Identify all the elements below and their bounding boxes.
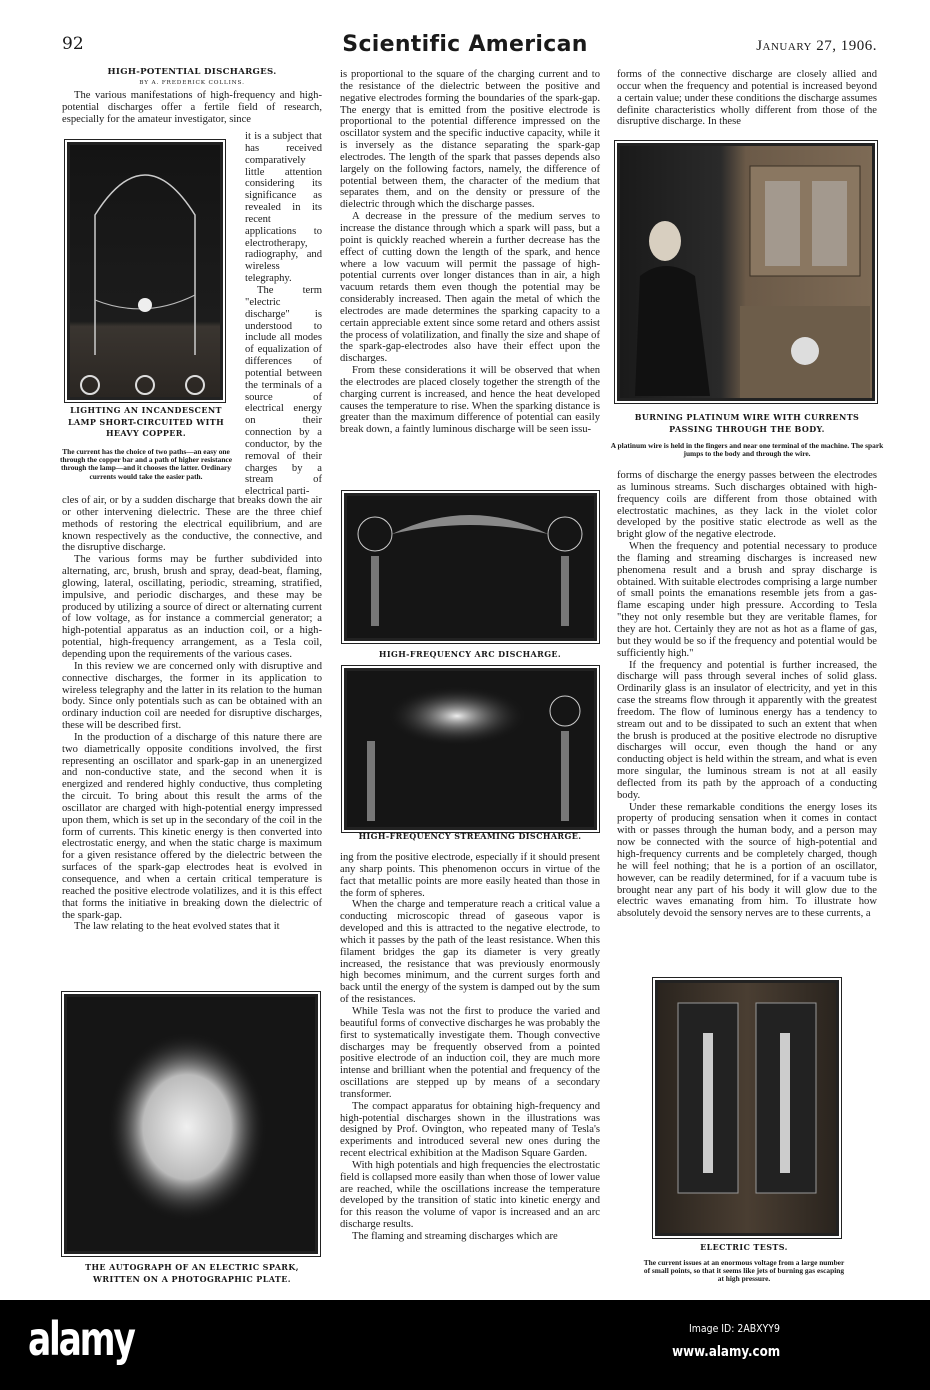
spark-figure-illustration (67, 997, 315, 1251)
lamp-photo (67, 142, 223, 400)
arc-illustration (347, 496, 594, 638)
paragraph: The various manifestations of high-frequency and high-potential discharges offer a fertile field of research, especially for the amateur investigator, since (62, 90, 322, 125)
issue-date: January 27, 1906. (756, 38, 877, 54)
paragraph: ing from the positive electrode, especially if it should present any sharp points. This phenomenon occurs in virtue of the fact that metallic points are more easily heated than those in the form of spheres. (340, 852, 600, 899)
lamp-subcaption: The current has the choice of two paths—an easy one through the copper bar and a path of higher resistance through the lamp—and it chooses the latter. Ordinary currents would take the easier path. (60, 447, 232, 481)
tests-caption: ELECTRIC TESTS. (700, 1242, 788, 1252)
paragraph: In the production of a discharge of this nature there are two diametrically opposite conditions involved, the first representing an oscillator and spark-gap in an unenergized and non-conductive state, and the second when it is energized and rendered highly conductive, thus completing the circuit. To bring about this result the arms of the oscillator are charged with high-potential energy impressed upon them, which is set up in the secondary of the coil in the form of currents. This kinetic energy is then converted into electrostatic energy, and when the static charge is maximum for a given resistance offered by the dielectric between the surfaces of the spark-gap electrodes heat is evolved in consequence, and when a certain critical temperature is reached the positive electrode volatilizes, and it is this effect that forms the initiative in breaking down the dielectric of the spark-gap. (62, 731, 322, 921)
man-with-machine-illustration (620, 146, 872, 398)
paragraph: forms of discharge the energy passes between the electrodes as luminous streams. Such discharges obtained with high-frequency coils are different from those obtained with electrostatic machines, as they lack in the violet color developed by the positive static electrode as well as the bright glow of the negative electrode. (617, 470, 877, 541)
arc-caption: HIGH-FREQUENCY ARC DISCHARGE. (378, 649, 562, 659)
page-number: 92 (62, 34, 84, 54)
alamy-logo: alamy (28, 1312, 134, 1366)
paragraph: cles of air, or by a sudden discharge that breaks down the air or other intervening dielectric. These are the three chief methods of restoring the electrical equilibrium, and are known respectively as the conductive, the connective, and the disruptive discharge. (62, 495, 322, 554)
image-id: Image ID: 2ABXYY9 (689, 1322, 780, 1335)
col1-intro (62, 90, 322, 126)
platinum-wire-photo (617, 143, 875, 401)
cabinet-illustration (658, 983, 836, 1233)
watermark-bar (0, 1300, 930, 1390)
site-url: www.alamy.com (671, 1344, 780, 1360)
streaming-discharge-photo (344, 668, 597, 830)
article-title: HIGH-POTENTIAL DISCHARGES. (107, 67, 277, 77)
paragraph: The various forms may be further subdivided into alternating, arc, brush, brush and spray, dead-beat, flaming, glowing, lateral, oscillating, periodic, streaming, stratified, impulsive, and periodic discharges, and these may be produced by utilizing a source of direct or alternating current of low voltage, as for instance a commercial generator; a high-potential apparatus as an induction coil, or a high-potential, high-frequency arrangement, as a Tesla coil, depending upon the requirements of the various cases. (62, 554, 322, 660)
col1-main-text (62, 495, 322, 933)
lamp-apparatus-illustration (70, 145, 220, 397)
paragraph: When the charge and temperature reach a critical value a conducting microscopic thread of gaseous vapor is developed and this is attracted to the negative electrode, to which it passes by the path of the least resistance. When this filament bridges the gap its diameter is very greatly increased, the resistance that was previously enormously high becomes minimum, and the current surges forth and back until the energy of the system is damped out by the sum of the resistances. (340, 899, 600, 1006)
paragraph: When the frequency and potential necessary to produce the flaming and streaming discharges is increased new phenomena result and a brush and spray discharge is obtained. With suitable electrodes comprising a large number of small points the emanations resemble jets from a gas-flame escaping under high pressure. According to Tesla "they not only resemble but they are veritable flames, for they are hot. Certainly they are not as hot as a flame of gas, but they would be so if the frequency and potential would be sufficiently high." (617, 541, 877, 659)
autograph-caption: THE AUTOGRAPH OF AN ELECTRIC SPARK, WRITTEN ON A PHOTOGRAPHIC PLATE. (85, 1262, 299, 1284)
col2-bottom-text (340, 852, 600, 1243)
paragraph: is proportional to the square of the charging current and to the resistance of the dielectric between the positive and negative electrodes forming the boundaries of the spark-gap. The energy that is emitted from the positive electrode is proportional to the potential difference impressed on the oscillator system and the specific inductive capacity, while it is inversely as the distance separating the spark-gap electrodes. The length of the spark that passes depends also largely on the following factors, namely, the difference of potential between them, the character of the medium that separates them, and on the density or pressure of the dielectric through which the discharge passes. (340, 69, 600, 211)
paragraph: A decrease in the pressure of the medium serves to increase the distance through which a spark will pass, but a point is quickly reached wherein a further decrease has the effect of cutting down the length of the spark, and hence where a low vacuum will permit the passage of high-potential currents over longer distances than in air, a high vacuum retards them even though the potential may be considerably increased. Then again the metal of which the electrodes are made determines the sparking capacity to a certain appreciable extent since some retard and others assist the process of volatilization, and finally the size and shape of the spark-gap-electrodes also have their effect upon the discharges. (340, 211, 600, 365)
paragraph: The term "electric discharge" is understood to include all modes of equalization of differences of potential between the terminals of a source of electrical energy on their connection by a conductor, by the removal of their charges by a stream of electrical parti- (245, 284, 322, 498)
col1-narrow-text (245, 131, 322, 498)
paragraph: Under these remarkable conditions the energy loses its property of producing sensation when it comes in contact with or passes through the human body, and a person may now be connected with the source of high-potential and high-frequency currents and be completely charged, though he will feel nothing; that he is a portion of an oscillator, however, can be readily determined, for if a vacuum tube is brought near any part of his body it will glow due to the electric waves emanating from him. To illustrate how absolutely devoid the sensory nerves are to these currents, a (617, 801, 877, 920)
paragraph: If the frequency and potential is further increased, the discharge will pass through several inches of solid glass. Ordinarily glass is an insulator of electricity, and yet in this case the streams flow through it apparently with the greatest freedom. The flow of luminous energy has a tendency to stream out and to be dissipated to such an extent that when the brush is produced at the positive electrode no disruptive discharges will occur, even though the hand or any conducting object is held within the stream, and what is even more singular, the luminous stream is not at all easily deflected from its path by the approach of a conducting body. (617, 659, 877, 801)
masthead: Scientific American (342, 32, 588, 57)
paragraph: The law relating to the heat evolved states that it (74, 921, 280, 933)
paragraph: it is a subject that has received comparatively little attention considering its significance as revealed in its recent applications to electrotherapy, radiography, and wireless telegraphy. (245, 131, 322, 285)
paragraph: With high potentials and high frequencies the electrostatic field is collapsed more easily than when those of lower value are reached, while the oscillations increase the temperature developed by the transition of static into kinetic energy and for this reason the volume of vapor is increased and an arc discharge results. (340, 1159, 600, 1231)
streaming-illustration (347, 671, 594, 827)
paragraph: While Tesla was not the first to produce the varied and beautiful forms of convective discharges he was probably the first to systematically investigate them. Though convective discharges may be frequently observed from a pointed positive electrode of an induction coil, they are much more intense and brilliant when the potential and frequency of the oscillations are stepped up by means of a secondary transformer. (340, 1005, 600, 1100)
paragraph: forms of the connective discharge are closely allied and occur when the frequency and potential is increased beyond a certain value; under these conditions the discharge assumes definite characteristics wholly different from those of the disruptive discharge. In these (617, 69, 877, 128)
col2-top-text (340, 69, 600, 436)
paragraph: In this review we are concerned only with disruptive and connective discharges, the former in its application to wireless telegraphy and the latter in its relation to the human body. Since only potentials such as can be obtained with an ordinary induction coil are needed for disruptive discharges, these will be described first. (62, 660, 322, 732)
streaming-caption: HIGH-FREQUENCY STREAMING DISCHARGE. (358, 831, 582, 841)
col3-top-text (617, 69, 877, 128)
paragraph: From these considerations it will be observed that when the electrodes are placed closely together the strength of the charging current is increased, and hence the heat developed causes the temperature to rise. When the sparking distance is greater than the maximum difference of potential can easily break down, a faintly luminous discharge will be seen issu- (340, 365, 600, 436)
article-byline: BY A. FREDERICK COLLINS. (139, 80, 245, 86)
col3-bottom-text (617, 470, 877, 920)
platinum-caption: BURNING PLATINUM WIRE WITH CURRENTS PASSING THROUGH THE BODY. (634, 412, 860, 434)
paragraph: The compact apparatus for obtaining high-frequency and high-potential discharges shown in the illustrations was designed by Prof. Ovington, who repeated many of Tesla's experiments and introduced several new ones during the recent electrical exhibition at the Madison Square Garden. (340, 1100, 600, 1160)
platinum-subcaption: A platinum wire is held in the fingers and near one terminal of the machine. The spark jumps to the body and through the wire. (610, 441, 884, 459)
paragraph: The flaming and streaming discharges which are (352, 1231, 558, 1242)
lamp-caption: LIGHTING AN INCANDESCENT LAMP SHORT-CIRCUITED WITH HEAVY COPPER. (67, 405, 225, 438)
electric-tests-photo (655, 980, 839, 1236)
spark-autograph-photo (64, 994, 318, 1254)
tests-subcaption: The current issues at an enormous voltage from a large number of small points, so that it seems like jets of burning gas escaping at high pressure. (643, 1258, 845, 1284)
arc-discharge-photo (344, 493, 597, 641)
